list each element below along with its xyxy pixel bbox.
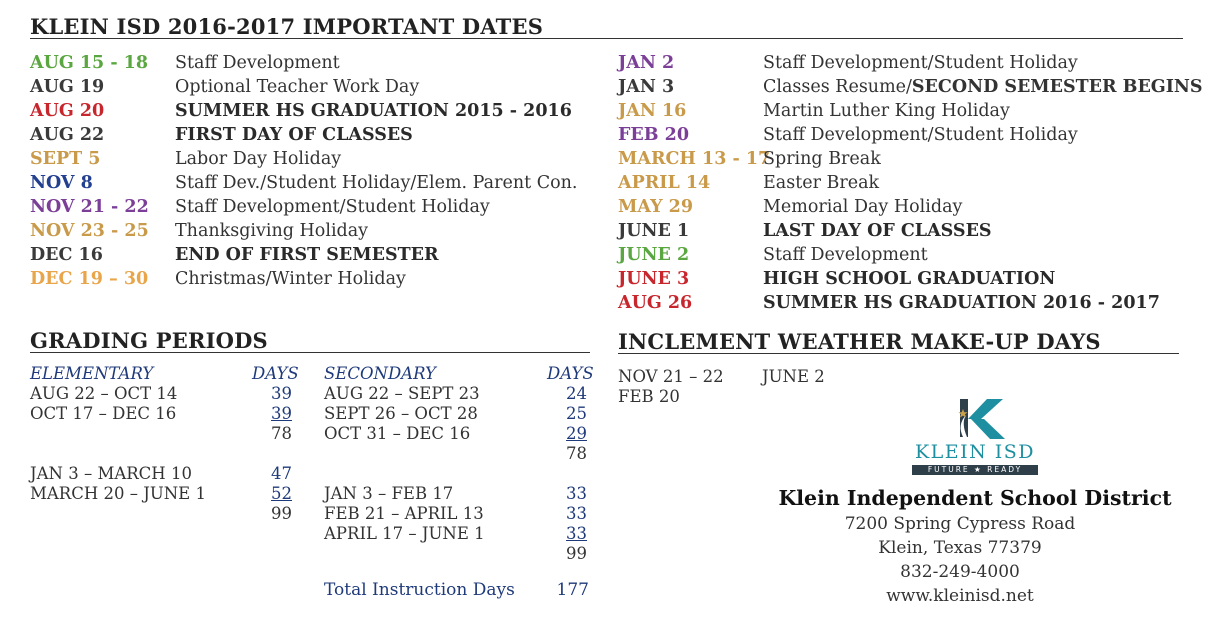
event-date: AUG 15 - 18 [30,53,149,73]
event-description-text: Martin Luther King Holiday [763,101,1010,121]
event-date: NOV 8 [30,173,93,193]
event-description-text: FIRST DAY OF CLASSES [175,125,413,145]
event-description [763,75,1203,99]
date-row [618,219,1198,243]
event-description [175,99,572,123]
grading-period-days: 52 [271,484,292,503]
event-date: JAN 2 [618,53,675,73]
event-description-text: END OF FIRST SEMESTER [175,245,439,265]
grading-period-days: 29 [566,424,587,443]
event-description [763,243,928,267]
event-date: NOV 23 - 25 [30,221,149,241]
grading-period-range: FEB 21 – APRIL 13 [324,504,484,523]
makeup-day: JUNE 2 [762,367,825,386]
event-description [175,51,340,75]
grading-period-days: 33 [566,504,587,523]
inclement-weather-rule [618,353,1179,354]
date-row [618,267,1198,291]
event-description-text: SUMMER HS GRADUATION 2016 - 2017 [763,293,1160,313]
grading-periods-rule [30,352,590,353]
event-description-text: LAST DAY OF CLASSES [763,221,992,241]
event-description [175,267,406,291]
makeup-day: NOV 21 – 22 [618,367,724,386]
secondary-days-header: DAYS [547,364,594,383]
event-description [763,99,1010,123]
event-description-text: Staff Development [175,53,340,73]
grading-period-range: APRIL 17 – JUNE 1 [324,524,485,543]
grading-period-days: 25 [566,404,587,423]
grading-period-range: OCT 31 – DEC 16 [324,424,471,443]
district-name: Klein Independent School District [778,486,1172,510]
event-date: AUG 22 [30,125,105,145]
date-row [618,195,1198,219]
logo-tagline: FUTURE ★ READY [912,465,1038,475]
date-row [30,171,610,195]
grading-period-range: AUG 22 – SEPT 23 [324,384,480,403]
total-instruction-value: 177 [556,580,589,600]
event-date: AUG 19 [30,77,105,97]
event-description-text: SUMMER HS GRADUATION 2015 - 2016 [175,101,572,121]
grading-period-days: 78 [566,444,587,463]
event-date: APRIL 14 [618,173,711,193]
date-row [30,195,610,219]
date-row [618,243,1198,267]
event-description-text: Staff Development/Student Holiday [763,125,1078,145]
event-date: JUNE 2 [618,245,690,265]
elementary-days-header: DAYS [252,364,299,383]
klein-k-mark-icon [905,395,1045,443]
event-date: MARCH 13 - 17 [618,149,771,169]
grading-period-range: JAN 3 – FEB 17 [324,484,454,503]
event-date: MAY 29 [618,197,694,217]
date-row [30,51,610,75]
event-date: DEC 16 [30,245,103,265]
event-description [763,195,962,219]
date-row [30,267,610,291]
event-date: AUG 20 [30,101,105,121]
date-row [30,219,610,243]
important-dates-title: KLEIN ISD 2016-2017 IMPORTANT DATES [30,14,544,39]
grading-period-range: AUG 22 – OCT 14 [30,384,178,403]
event-description [175,123,413,147]
date-row [618,99,1198,123]
event-description-text: Staff Development [763,245,928,265]
makeup-day: FEB 20 [618,387,680,406]
district-website[interactable]: www.kleinisd.net [886,586,1034,606]
event-description [763,291,1160,315]
logo-wordmark: KLEIN ISD [914,441,1036,463]
event-date: JUNE 1 [618,221,690,241]
grading-period-range: SEPT 26 – OCT 28 [324,404,478,423]
event-date: JAN 3 [618,77,675,97]
grading-period-range: MARCH 20 – JUNE 1 [30,484,206,503]
event-description-text: Staff Development/Student Holiday [175,197,490,217]
event-description [763,219,992,243]
event-description-bold: SECOND SEMESTER BEGINS [911,77,1203,97]
grading-period-days: 39 [271,404,292,423]
date-row [618,147,1198,171]
grading-period-days: 99 [271,504,292,523]
event-date: AUG 26 [618,293,693,313]
event-description [763,123,1078,147]
grading-period-range: JAN 3 – MARCH 10 [30,464,192,483]
grading-period-days: 39 [271,384,292,403]
event-description-text: HIGH SCHOOL GRADUATION [763,269,1056,289]
event-description [175,219,368,243]
event-date: FEB 20 [618,125,689,145]
grading-period-days: 99 [566,544,587,563]
event-date: JAN 16 [618,101,687,121]
date-row [30,123,610,147]
important-dates-rule [30,38,1183,39]
event-description-text: Easter Break [763,173,880,193]
event-description-text: Staff Development/Student Holiday [763,53,1078,73]
event-description [175,75,419,99]
event-date: DEC 19 – 30 [30,269,149,289]
event-description [763,171,879,195]
event-description [175,243,439,267]
event-description [763,147,881,171]
district-phone: 832-249-4000 [900,562,1020,582]
event-description-text: Labor Day Holiday [175,149,342,169]
date-row [618,171,1198,195]
date-row [30,99,610,123]
event-description [175,171,577,195]
event-description [175,195,490,219]
event-description [763,267,1055,291]
date-row [618,123,1198,147]
total-instruction-label: Total Instruction Days [324,580,515,600]
date-row [30,243,610,267]
grading-period-days: 24 [566,384,587,403]
grading-period-days: 33 [566,484,587,503]
district-address-line1: 7200 Spring Cypress Road [844,514,1076,534]
event-description [763,51,1078,75]
klein-isd-logo [905,395,1045,477]
district-address-line2: Klein, Texas 77379 [878,538,1042,558]
grading-period-range: OCT 17 – DEC 16 [30,404,177,423]
elementary-header: ELEMENTARY [30,364,154,383]
event-description [175,147,341,171]
date-row [618,291,1198,315]
grading-period-days: 78 [271,424,292,443]
date-row [618,75,1203,99]
date-row [30,147,610,171]
inclement-weather-title: INCLEMENT WEATHER MAKE-UP DAYS [618,329,1101,354]
event-description-text: Thanksgiving Holiday [175,221,369,241]
event-description-text: Christmas/Winter Holiday [175,269,406,289]
grading-periods-title: GRADING PERIODS [30,328,268,353]
event-description-text: Staff Dev./Student Holiday/Elem. Parent Con. [175,173,578,193]
date-row [30,75,610,99]
event-description-text: Classes Resume/ [763,77,912,97]
event-description-text: Spring Break [763,149,881,169]
date-row [618,51,1198,75]
grading-period-days: 47 [271,464,292,483]
event-date: NOV 21 - 22 [30,197,149,217]
event-date: SEPT 5 [30,149,101,169]
secondary-header: SECONDARY [324,364,436,383]
event-date: JUNE 3 [618,269,690,289]
grading-period-days: 33 [566,524,587,543]
event-description-text: Optional Teacher Work Day [175,77,420,97]
event-description-text: Memorial Day Holiday [763,197,963,217]
